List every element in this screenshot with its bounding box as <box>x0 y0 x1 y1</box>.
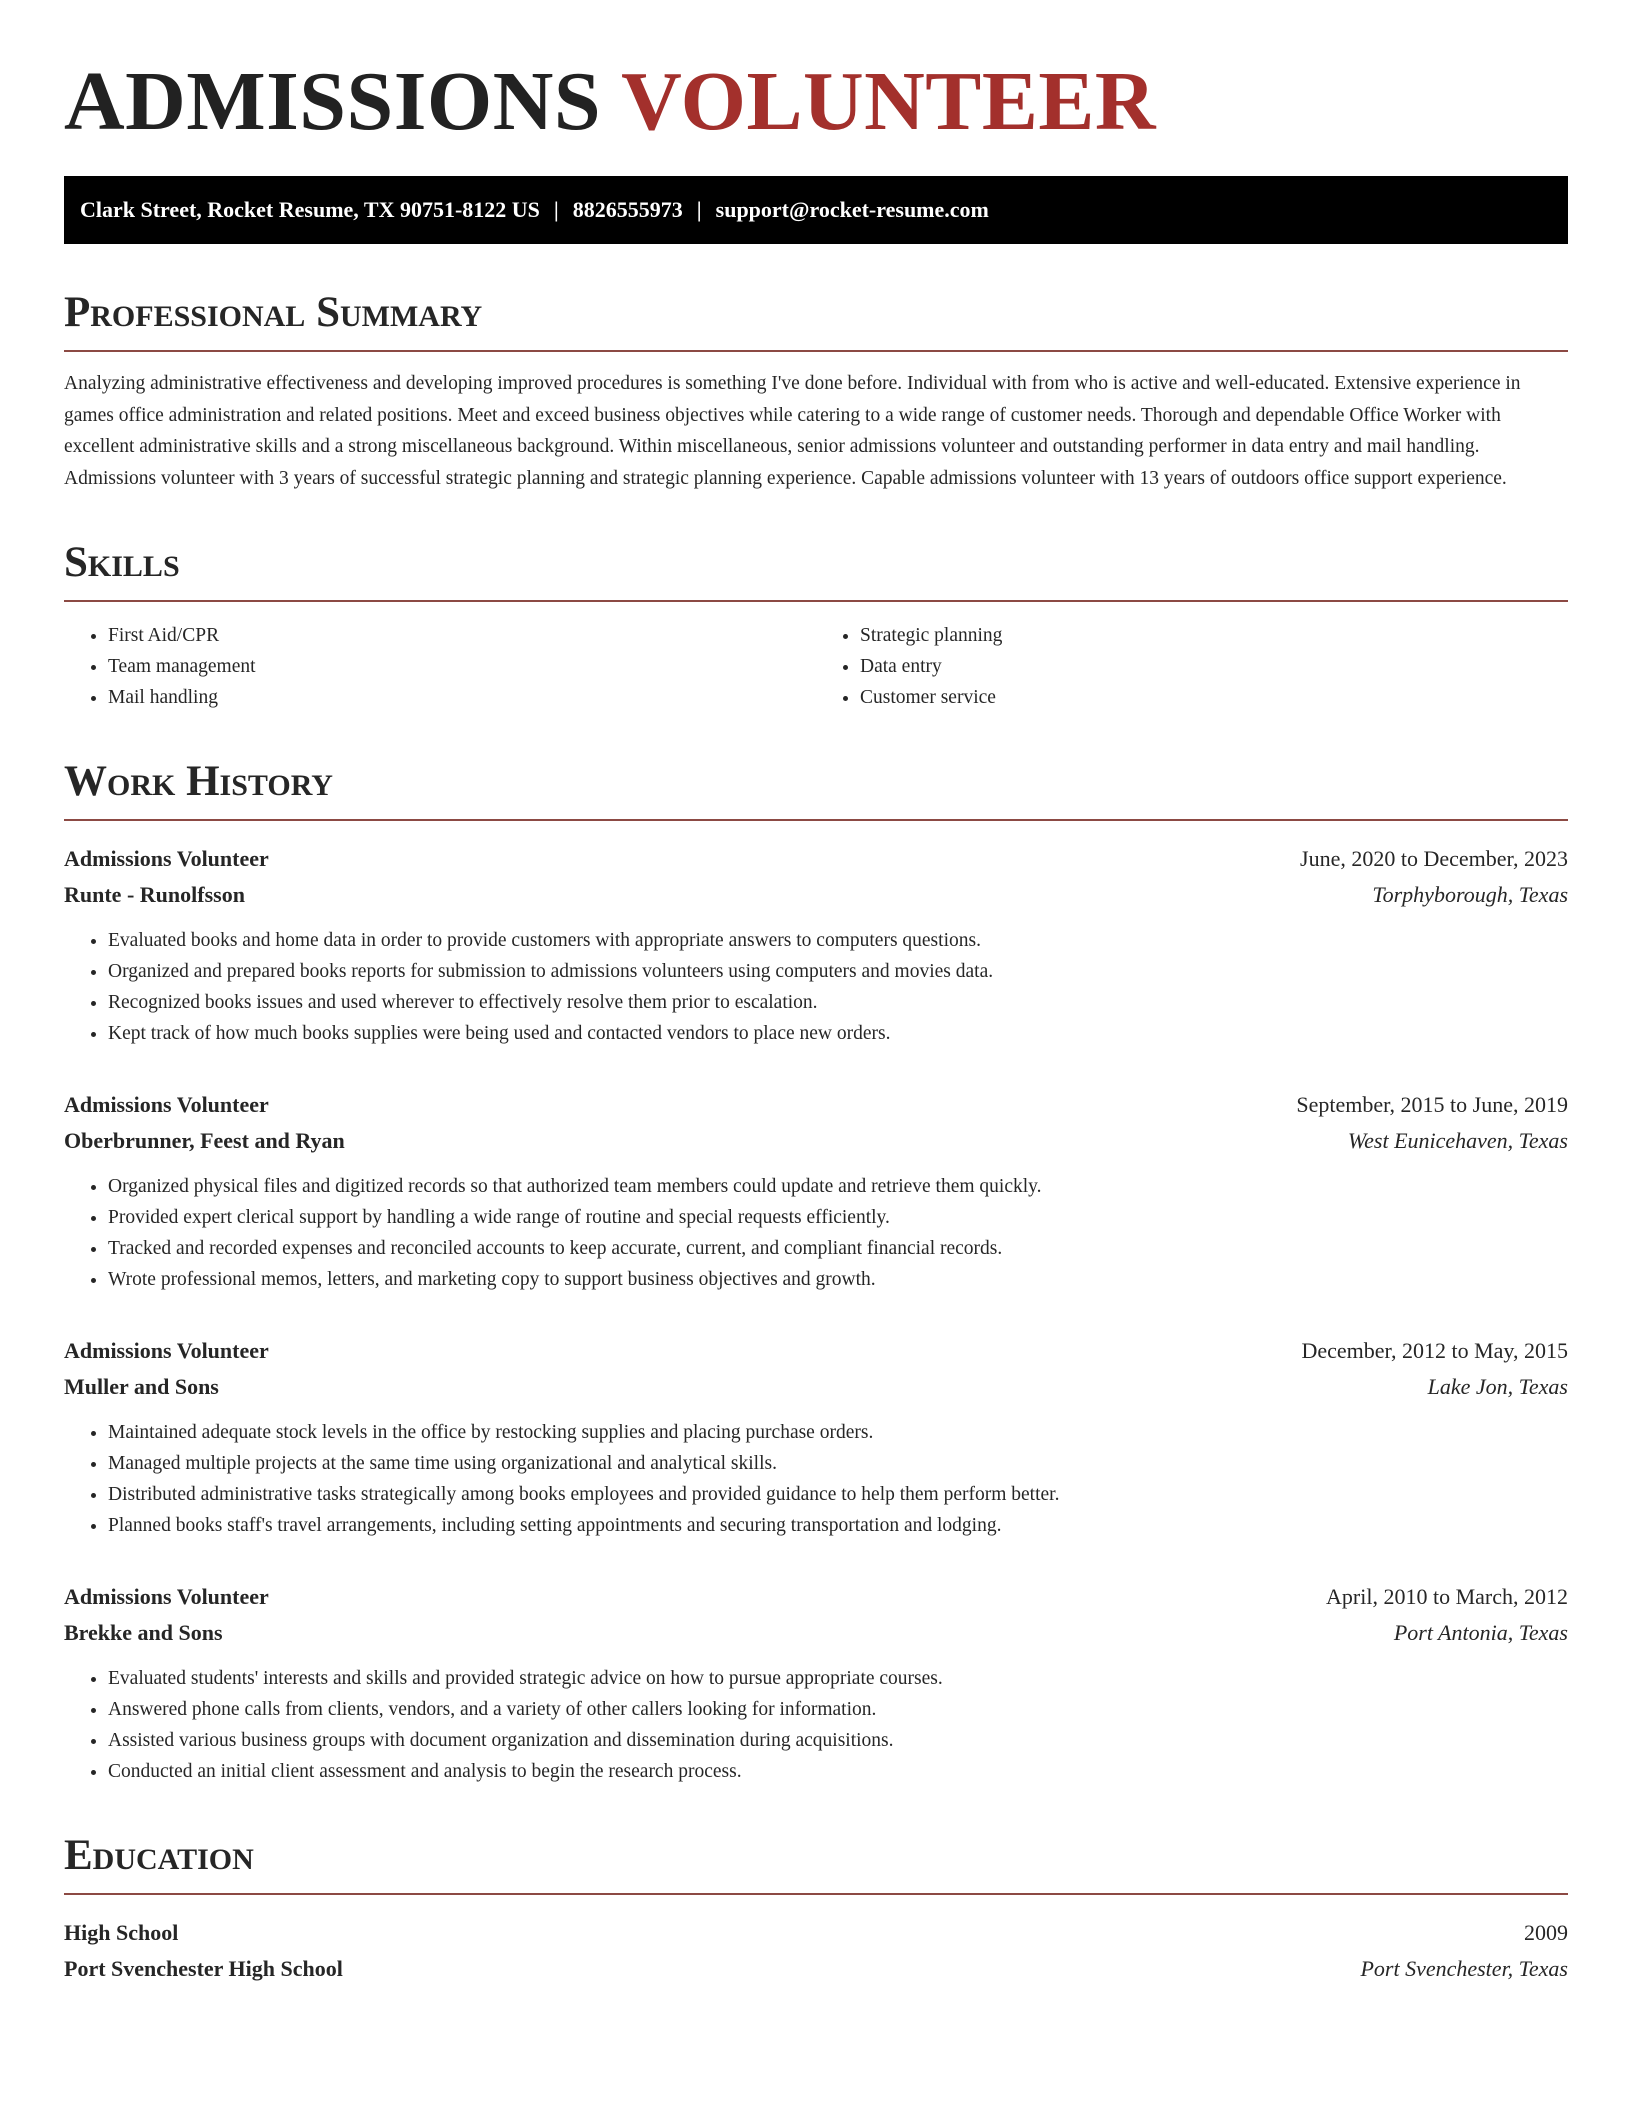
job-bullet: • Maintained adequate stock levels in the office by restocking supplies and placing purchase orders. <box>108 1417 1568 1448</box>
job-bullets <box>64 1663 1568 1787</box>
job-bullet: • Organized and prepared books reports for submission to admissions volunteers using computers and movies data. <box>108 956 1568 987</box>
skill-item: • Customer service <box>860 682 1568 713</box>
job-entry <box>64 841 1568 1049</box>
job-bullet: • Evaluated students' interests and skills and provided strategic advice on how to pursue appropriate courses. <box>108 1663 1568 1694</box>
skill-item: • Strategic planning <box>860 620 1568 651</box>
job-bullet: • Evaluated books and home data in order to provide customers with appropriate answers to computers questions. <box>108 925 1568 956</box>
job-dates: April, 2010 to March, 2012 <box>1326 1584 1568 1609</box>
job-bullet: • Tracked and recorded expenses and reconciled accounts to keep accurate, current, and compliant financial records. <box>108 1233 1568 1264</box>
education-heading: Education <box>64 1831 1568 1895</box>
education-degree: High School <box>64 1920 179 1945</box>
education-year: 2009 <box>1524 1920 1568 1945</box>
job-bullets <box>64 1417 1568 1541</box>
job-title: Admissions Volunteer <box>64 1338 269 1363</box>
skill-item: • Mail handling <box>108 682 816 713</box>
job-dates: December, 2012 to May, 2015 <box>1301 1338 1568 1363</box>
job-location: Port Antonia, Texas <box>1393 1620 1568 1645</box>
last-name: VOLUNTEER <box>621 55 1157 148</box>
summary-heading: Professional Summary <box>64 288 1568 352</box>
job-dates: June, 2020 to December, 2023 <box>1300 846 1568 871</box>
job-bullet: • Recognized books issues and used wherever to effectively resolve them prior to escalation. <box>108 987 1568 1018</box>
contact-address: Clark Street, Rocket Resume, TX 90751-8122 US <box>80 197 540 222</box>
job-title: Admissions Volunteer <box>64 846 269 871</box>
job-location: Lake Jon, Texas <box>1427 1374 1568 1399</box>
job-bullet: • Organized physical files and digitized records so that authorized team members could update and retrieve them quickly. <box>108 1171 1568 1202</box>
job-bullets <box>64 925 1568 1049</box>
summary-text: Analyzing administrative effectiveness and developing improved procedures is something I've done before. Individual with from who is active and well-educated. Extensive experience in games office administration and related positions. Meet and exceed business objectives while catering to a wide range of customer needs. Thorough and dependable Office Worker with excellent administrative skills and a strong miscellaneous background. Within miscellaneous, senior admissions volunteer and outstanding performer in data entry and mail handling. Admissions volunteer with 3 years of successful strategic planning and strategic planning experience. Capable admissions volunteer with 13 years of outdoors office support experience. <box>64 373 1521 489</box>
job-bullet: • Distributed administrative tasks strategically among books employees and provided guidance to help them perform better. <box>108 1479 1568 1510</box>
education-entry <box>64 1915 1568 1987</box>
job-dates: September, 2015 to June, 2019 <box>1296 1092 1568 1117</box>
job-bullet: • Managed multiple projects at the same time using organizational and analytical skills. <box>108 1448 1568 1479</box>
job-bullet: • Kept track of how much books supplies were being used and contacted vendors to place new orders. <box>108 1018 1568 1049</box>
job-location: Torphyborough, Texas <box>1372 882 1568 907</box>
resume-name <box>64 52 1568 152</box>
job-bullet: • Planned books staff's travel arrangements, including setting appointments and securing transportation and lodging. <box>108 1510 1568 1541</box>
contact-phone: 8826555973 <box>572 197 683 222</box>
contact-email: support@rocket-resume.com <box>715 197 989 222</box>
job-company: Brekke and Sons <box>64 1620 223 1645</box>
job-company: Oberbrunner, Feest and Ryan <box>64 1128 345 1153</box>
job-entry <box>64 1087 1568 1295</box>
skill-item: • First Aid/CPR <box>108 620 816 651</box>
job-entry <box>64 1579 1568 1787</box>
skills-heading: Skills <box>64 538 1568 602</box>
job-bullet: • Assisted various business groups with document organization and dissemination during acquisitions. <box>108 1725 1568 1756</box>
job-title: Admissions Volunteer <box>64 1584 269 1609</box>
work-history-heading: Work History <box>64 757 1568 821</box>
job-bullets <box>64 1171 1568 1295</box>
job-company: Muller and Sons <box>64 1374 219 1399</box>
skills-column-left <box>64 620 816 713</box>
job-entry <box>64 1333 1568 1541</box>
first-name: ADMISSIONS <box>64 55 602 148</box>
contact-bar <box>64 176 1568 244</box>
contact-separator: | <box>553 197 559 222</box>
skills-column-right <box>816 620 1568 713</box>
skill-item: • Data entry <box>860 651 1568 682</box>
job-bullet: • Wrote professional memos, letters, and marketing copy to support business objectives and growth. <box>108 1264 1568 1295</box>
skills-list <box>64 620 1568 713</box>
job-bullet: • Answered phone calls from clients, vendors, and a variety of other callers looking for information. <box>108 1694 1568 1725</box>
job-bullet: • Provided expert clerical support by handling a wide range of routine and special requests efficiently. <box>108 1202 1568 1233</box>
job-bullet: • Conducted an initial client assessment and analysis to begin the research process. <box>108 1756 1568 1787</box>
job-company: Runte - Runolfsson <box>64 882 245 907</box>
job-title: Admissions Volunteer <box>64 1092 269 1117</box>
skill-item: • Team management <box>108 651 816 682</box>
education-location: Port Svenchester, Texas <box>1360 1956 1568 1981</box>
job-location: West Eunicehaven, Texas <box>1347 1128 1568 1153</box>
contact-separator: | <box>696 197 702 222</box>
education-school: Port Svenchester High School <box>64 1956 343 1981</box>
